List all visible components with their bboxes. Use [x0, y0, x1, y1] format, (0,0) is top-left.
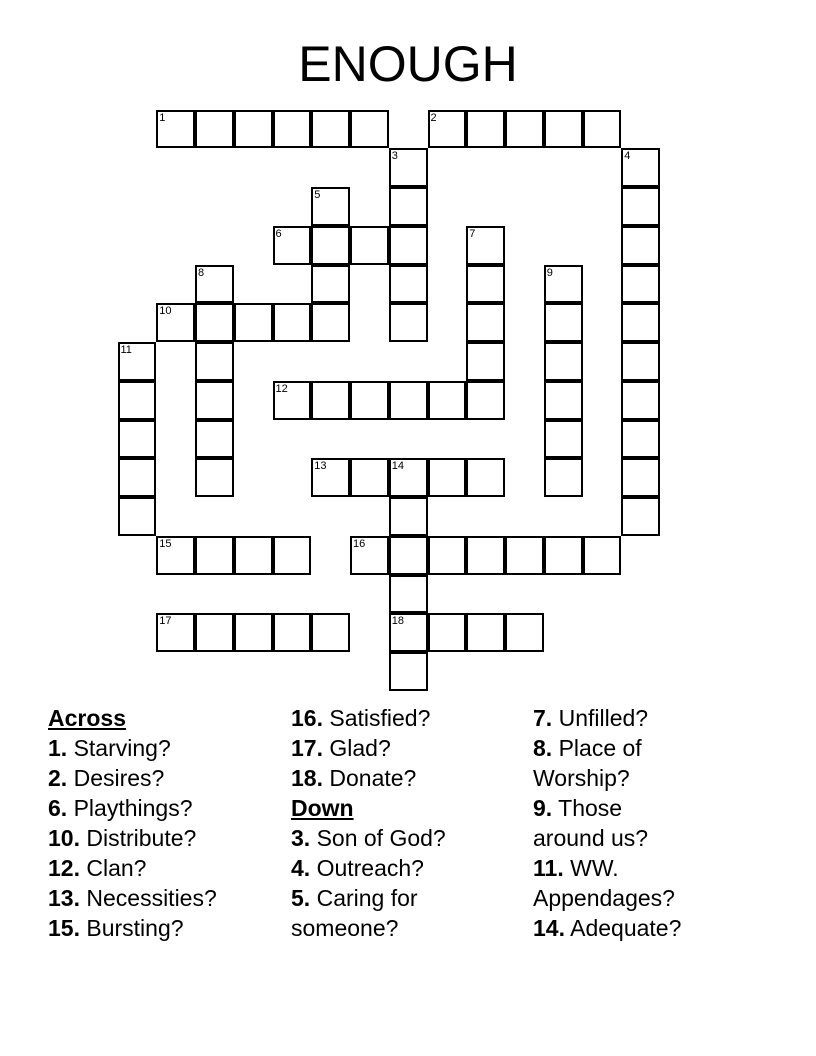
grid-cell[interactable] — [428, 381, 467, 420]
clue-number: 3 — [391, 150, 398, 163]
clue-item-number: 8. — [533, 735, 553, 761]
grid-cell[interactable] — [583, 110, 622, 149]
clue-column-2 — [291, 703, 446, 943]
grid-cell[interactable] — [234, 110, 273, 149]
clue-item-number: 14. — [533, 915, 565, 941]
grid-cell[interactable] — [428, 110, 467, 149]
clue-item-text: Worship? — [533, 765, 630, 791]
clue-item-text: Clan? — [79, 855, 147, 881]
clue-number: 6 — [275, 227, 282, 240]
clue-number: 15 — [159, 537, 172, 550]
grid-cell[interactable] — [118, 342, 157, 381]
grid-cell[interactable] — [195, 613, 234, 652]
clue-item-text: Caring for — [310, 885, 418, 911]
grid-cell[interactable] — [466, 458, 505, 497]
grid-cell[interactable] — [466, 536, 505, 575]
grid-cell[interactable] — [621, 458, 660, 497]
grid-cell[interactable] — [505, 613, 544, 652]
grid-cell[interactable] — [389, 536, 428, 575]
clue-item-number: 13. — [48, 885, 80, 911]
grid-cell[interactable] — [389, 303, 428, 342]
grid-cell[interactable] — [428, 613, 467, 652]
grid-cell[interactable] — [544, 265, 583, 304]
clue-item-number: 3. — [291, 825, 311, 851]
clue-item-text: around us? — [533, 825, 649, 851]
clue-section-header: Across — [48, 705, 126, 731]
grid-cell[interactable] — [311, 458, 350, 497]
grid-cell[interactable] — [389, 265, 428, 304]
grid-cell[interactable] — [156, 613, 195, 652]
clue-item-number: 6. — [48, 795, 68, 821]
clue-item — [48, 853, 217, 883]
clue-item-text: Glad? — [322, 735, 391, 761]
grid-cell[interactable] — [195, 342, 234, 381]
grid-cell[interactable] — [311, 265, 350, 304]
grid-cell[interactable] — [389, 187, 428, 226]
grid-cell[interactable] — [234, 613, 273, 652]
grid-cell[interactable] — [350, 226, 389, 265]
clue-item-text: Distribute? — [79, 825, 197, 851]
clue-number: 8 — [198, 266, 205, 279]
clue-item-number: 17. — [291, 735, 323, 761]
clue-item-number: 1. — [48, 735, 68, 761]
grid-cell[interactable] — [389, 148, 428, 187]
clue-item-number: 11. — [533, 855, 564, 881]
clue-item — [533, 733, 681, 763]
grid-cell[interactable] — [466, 342, 505, 381]
grid-cell[interactable] — [544, 458, 583, 497]
grid-cell[interactable] — [544, 303, 583, 342]
clue-item-text: Necessities? — [79, 885, 217, 911]
clue-item-text: someone? — [291, 915, 399, 941]
clue-item-number: 18. — [291, 765, 323, 791]
clue-item-text: Donate? — [322, 765, 417, 791]
grid-cell[interactable] — [389, 613, 428, 652]
grid-cell[interactable] — [273, 381, 312, 420]
clue-item — [291, 883, 446, 913]
grid-cell[interactable] — [389, 458, 428, 497]
grid-cell[interactable] — [621, 381, 660, 420]
clue-number: 17 — [159, 615, 172, 628]
clue-item-text: Satisfied? — [322, 705, 431, 731]
clue-number: 12 — [275, 382, 288, 395]
grid-cell[interactable] — [544, 342, 583, 381]
clue-item-number: 9. — [533, 795, 553, 821]
clue-number: 4 — [624, 150, 631, 163]
grid-cell[interactable] — [273, 613, 312, 652]
clue-item-text: Bursting? — [79, 915, 184, 941]
grid-cell[interactable] — [234, 536, 273, 575]
grid-cell[interactable] — [118, 381, 157, 420]
grid-cell[interactable] — [466, 265, 505, 304]
grid-cell[interactable] — [195, 381, 234, 420]
grid-cell[interactable] — [466, 226, 505, 265]
clue-number: 11 — [120, 344, 132, 356]
grid-cell[interactable] — [621, 187, 660, 226]
clue-item-number: 5. — [291, 885, 311, 911]
clue-item-text: Appendages? — [533, 885, 675, 911]
clue-number: 1 — [159, 111, 166, 124]
grid-cell[interactable] — [428, 458, 467, 497]
grid-cell[interactable] — [466, 613, 505, 652]
grid-cell[interactable] — [156, 303, 195, 342]
clue-item-number: 16. — [291, 705, 323, 731]
clue-item — [533, 853, 681, 883]
grid-cell[interactable] — [389, 575, 428, 614]
clue-item — [533, 883, 681, 913]
grid-cell[interactable] — [273, 303, 312, 342]
clue-column-1 — [48, 703, 217, 943]
grid-cell[interactable] — [350, 381, 389, 420]
clue-item-text: Playthings? — [67, 795, 193, 821]
clue-item-text: Son of God? — [310, 825, 446, 851]
grid-cell[interactable] — [466, 381, 505, 420]
grid-cell[interactable] — [195, 536, 234, 575]
clue-item-text: Place of — [552, 735, 642, 761]
clue-item-text: Outreach? — [310, 855, 424, 881]
clue-item — [291, 853, 446, 883]
grid-cell[interactable] — [118, 497, 157, 536]
clue-item-number: 15. — [48, 915, 80, 941]
grid-cell[interactable] — [311, 226, 350, 265]
grid-cell[interactable] — [621, 497, 660, 536]
clue-item — [533, 763, 681, 793]
clue-item-text: WW. — [563, 855, 619, 881]
clue-item — [533, 703, 681, 733]
grid-cell[interactable] — [621, 342, 660, 381]
clue-item — [48, 913, 217, 943]
grid-cell[interactable] — [544, 536, 583, 575]
grid-cell[interactable] — [195, 420, 234, 459]
clue-item — [291, 823, 446, 853]
clue-item — [48, 883, 217, 913]
grid-cell[interactable] — [311, 613, 350, 652]
clue-number: 14 — [391, 460, 404, 473]
grid-cell[interactable] — [389, 226, 428, 265]
grid-cell[interactable] — [389, 652, 428, 691]
clue-item — [533, 793, 681, 823]
grid-cell[interactable] — [311, 381, 350, 420]
grid-cell[interactable] — [273, 110, 312, 149]
grid-cell[interactable] — [621, 265, 660, 304]
grid-cell[interactable] — [428, 536, 467, 575]
clue-item-number: 2. — [48, 765, 68, 791]
clue-item-text: Starving? — [67, 735, 171, 761]
grid-cell[interactable] — [311, 187, 350, 226]
grid-cell[interactable] — [621, 148, 660, 187]
grid-cell[interactable] — [156, 536, 195, 575]
grid-cell[interactable] — [273, 226, 312, 265]
grid-cell[interactable] — [389, 381, 428, 420]
clue-item — [291, 763, 446, 793]
grid-cell[interactable] — [195, 303, 234, 342]
grid-cell[interactable] — [273, 536, 312, 575]
clue-number: 18 — [391, 615, 404, 628]
grid-cell[interactable] — [195, 265, 234, 304]
grid-cell[interactable] — [118, 458, 157, 497]
clue-item — [48, 763, 217, 793]
grid-cell[interactable] — [505, 110, 544, 149]
grid-cell[interactable] — [621, 303, 660, 342]
clue-column-3 — [533, 703, 681, 943]
puzzle-title: ENOUGH — [298, 36, 518, 92]
grid-cell[interactable] — [350, 110, 389, 149]
clue-number: 9 — [546, 266, 553, 279]
clue-number: 13 — [314, 460, 327, 473]
grid-cell[interactable] — [621, 226, 660, 265]
grid-cell[interactable] — [234, 303, 273, 342]
grid-cell[interactable] — [505, 536, 544, 575]
clue-item — [291, 733, 446, 763]
clue-item-number: 4. — [291, 855, 311, 881]
grid-cell[interactable] — [195, 458, 234, 497]
clue-item — [48, 733, 217, 763]
grid-cell[interactable] — [621, 420, 660, 459]
clue-item — [291, 703, 446, 733]
clue-item-text: Desires? — [67, 765, 165, 791]
grid-cell[interactable] — [466, 110, 505, 149]
grid-cell[interactable] — [544, 381, 583, 420]
clue-item — [48, 823, 217, 853]
clue-item — [48, 793, 217, 823]
clue-number: 10 — [159, 305, 172, 318]
grid-cell[interactable] — [311, 303, 350, 342]
grid-cell[interactable] — [544, 420, 583, 459]
grid-cell[interactable] — [311, 110, 350, 149]
clue-number: 2 — [430, 111, 437, 124]
grid-cell[interactable] — [583, 536, 622, 575]
grid-cell[interactable] — [466, 303, 505, 342]
clue-item — [291, 913, 446, 943]
clue-item-number: 12. — [48, 855, 80, 881]
grid-cell[interactable] — [389, 497, 428, 536]
clue-item-number: 10. — [48, 825, 80, 851]
clue-item-text: Those — [552, 795, 623, 821]
clue-number: 16 — [353, 537, 366, 550]
grid-cell[interactable] — [118, 420, 157, 459]
clue-section-header: Down — [291, 795, 354, 821]
grid-cell[interactable] — [156, 110, 195, 149]
grid-cell[interactable] — [544, 110, 583, 149]
clue-item-number: 7. — [533, 705, 553, 731]
clue-item-text: Adequate? — [564, 915, 682, 941]
clue-item-text: Unfilled? — [552, 705, 649, 731]
grid-cell[interactable] — [350, 458, 389, 497]
clue-item — [533, 823, 681, 853]
grid-cell[interactable] — [350, 536, 389, 575]
clue-number: 7 — [469, 227, 476, 240]
clue-item — [533, 913, 681, 943]
grid-cell[interactable] — [195, 110, 234, 149]
clue-number: 5 — [314, 189, 321, 201]
